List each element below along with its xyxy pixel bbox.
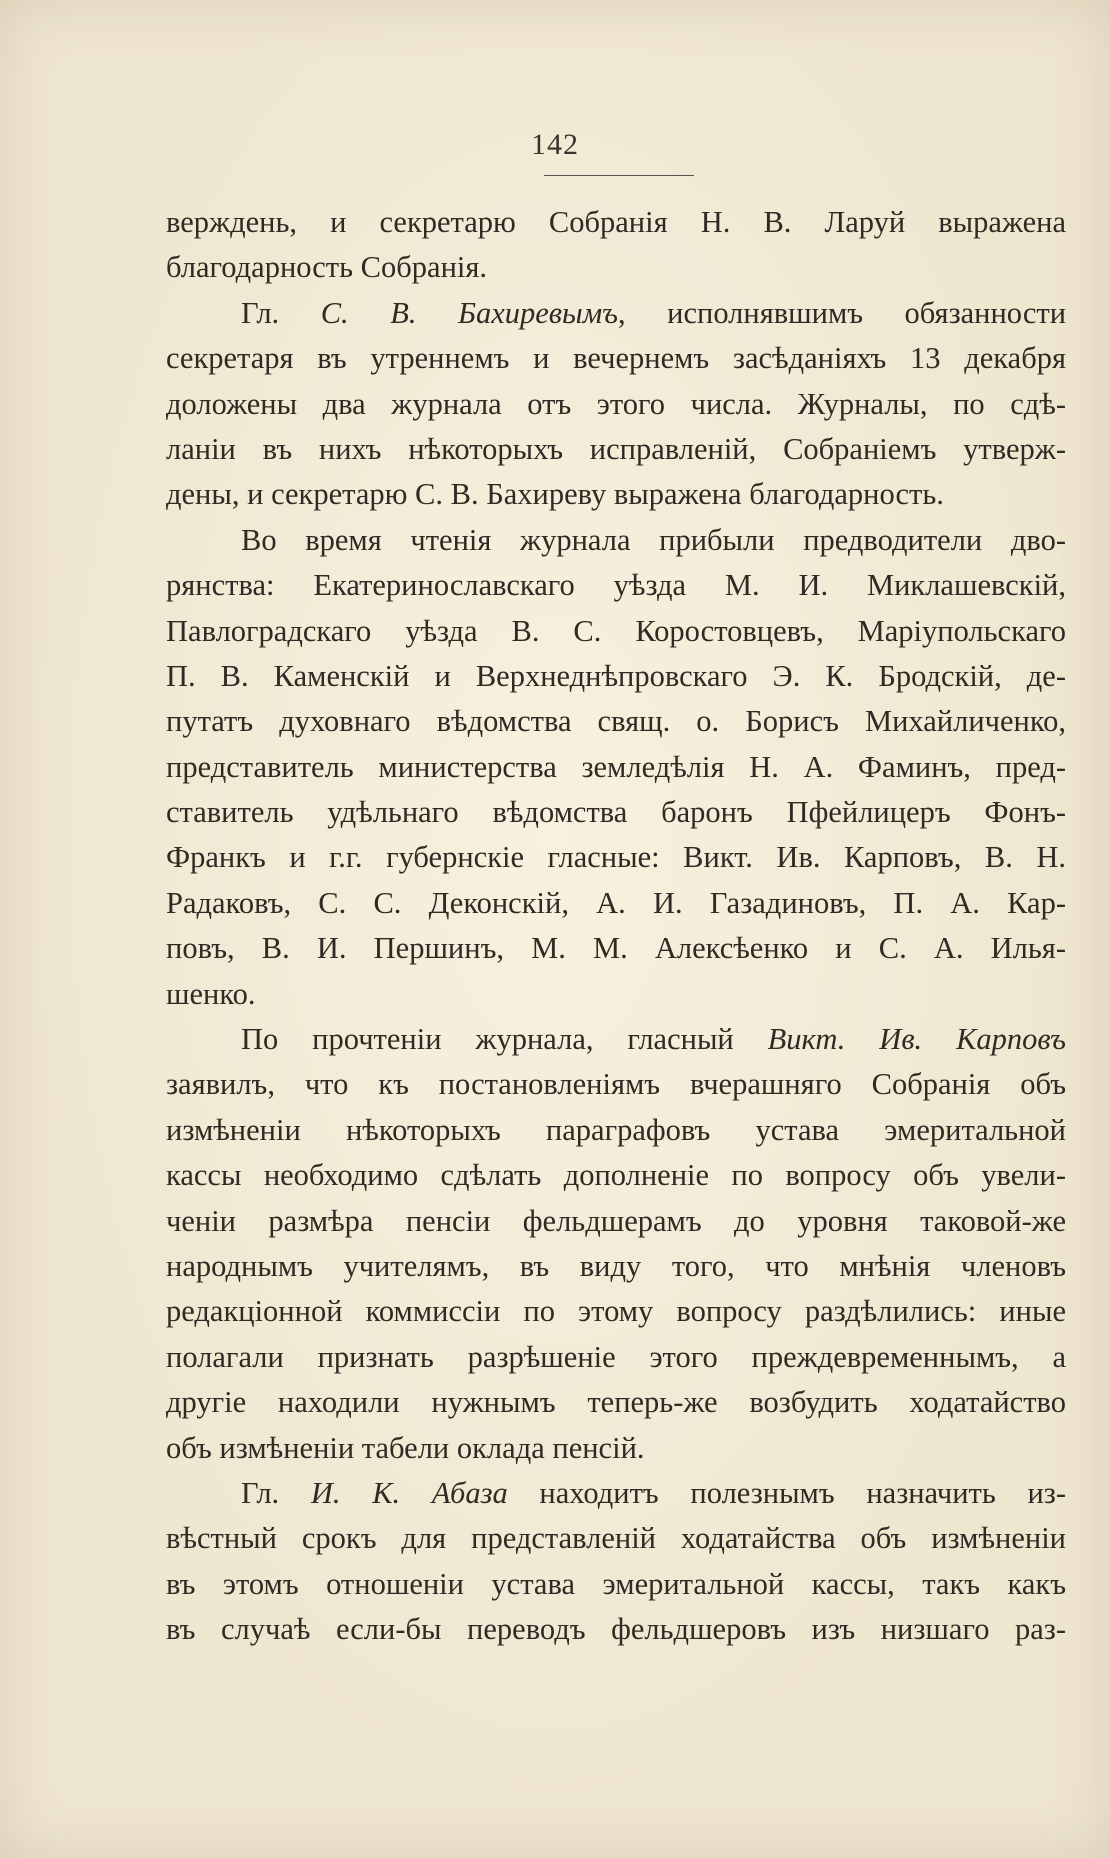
text-line bbox=[166, 291, 1066, 336]
text-line: въ этомъ отношеніи устава эмеритальной кассы, такъ какъ bbox=[166, 1566, 1066, 1601]
text-line bbox=[166, 1017, 1066, 1062]
body-text bbox=[166, 200, 1066, 1653]
text-line: другіе находили нужнымъ теперь-же возбудить ходатайство bbox=[166, 1385, 1066, 1420]
italic-name: И. К. Абаза bbox=[310, 1475, 508, 1510]
text-line: ченіи размѣра пенсіи фельдшерамъ до уровня таковой-же bbox=[166, 1203, 1066, 1238]
text-line: шенко. bbox=[166, 976, 256, 1011]
text-line: дены, и секретарю С. В. Бахиреву выражена благодарность. bbox=[166, 477, 944, 512]
text-line: повъ, В. И. Першинъ, М. М. Алексѣенко и С. А. Илья- bbox=[166, 931, 1066, 966]
text-line: П. В. Каменскій и Верхнеднѣпровскаго Э. К. Бродскій, де- bbox=[166, 658, 1066, 693]
text-part: Гл. bbox=[241, 1475, 311, 1510]
text-line: объ измѣненіи табели оклада пенсій. bbox=[166, 1430, 645, 1465]
text-part: находитъ полезнымъ назначить из- bbox=[507, 1475, 1067, 1510]
text-line: полагали признать разрѣшеніе этого преждевременнымъ, а bbox=[166, 1339, 1066, 1374]
text-line: представитель министерства земледѣлія Н. А. Фаминъ, пред- bbox=[166, 749, 1066, 784]
text-line: редакціонной коммиссіи по этому вопросу раздѣлились: иные bbox=[166, 1294, 1066, 1329]
text-line bbox=[166, 1471, 1066, 1516]
text-line: въ случаѣ если-бы переводъ фельдшеровъ изъ низшаго раз- bbox=[166, 1612, 1066, 1647]
text-line: народнымъ учителямъ, въ виду того, что мнѣнія членовъ bbox=[166, 1248, 1066, 1283]
italic-name: С. В. Бахиревымъ bbox=[320, 295, 618, 330]
text-line: вѣстный срокъ для представленій ходатайства объ измѣненіи bbox=[166, 1521, 1066, 1556]
text-line: ланіи въ нихъ нѣкоторыхъ исправленій, Собраніемъ утверж- bbox=[166, 431, 1066, 466]
text-line: доложены два журнала отъ этого числа. Журналы, по сдѣ- bbox=[166, 386, 1066, 421]
text-line: ставитель удѣльнаго вѣдомства баронъ Пфейлицеръ Фонъ- bbox=[166, 795, 1066, 830]
header-rule bbox=[544, 175, 694, 176]
text-line: благодарность Собранія. bbox=[166, 250, 488, 285]
text-line: Во время чтенія журнала прибыли предводители дво- bbox=[241, 522, 1066, 557]
text-line: верждень, и секретарю Собранія Н. В. Ларуй выражена bbox=[166, 205, 1066, 239]
text-line: заявилъ, что къ постановленіямъ вчерашняго Собранія объ bbox=[166, 1067, 1066, 1102]
text-part: Гл. bbox=[241, 295, 321, 330]
text-line: путатъ духовнаго вѣдомства свящ. о. Борисъ Михайличенко, bbox=[166, 704, 1066, 739]
text-line: Павлоградскаго уѣзда В. С. Коростовцевъ, Маріупольскаго bbox=[166, 613, 1066, 648]
text-line: Франкъ и г.г. губернскіе гласные: Викт. Ив. Карповъ, В. Н. bbox=[166, 840, 1066, 875]
text-line: секретаря въ утреннемъ и вечернемъ засѣданіяхъ 13 декабря bbox=[166, 341, 1066, 376]
text-line: рянства: Екатеринославскаго уѣзда М. И. Миклашевскій, bbox=[166, 568, 1066, 603]
italic-name: Викт. Ив. Карповъ bbox=[767, 1022, 1066, 1057]
text-part: По прочтеніи журнала, гласный bbox=[241, 1022, 768, 1057]
page-number: 142 bbox=[531, 128, 579, 161]
text-line: измѣненіи нѣкоторыхъ параграфовъ устава эмеритальной bbox=[166, 1112, 1066, 1147]
text-line: Радаковъ, С. С. Деконскій, А. И. Газадиновъ, П. А. Кар- bbox=[166, 885, 1066, 920]
text-line: кассы необходимо сдѣлать дополненіе по вопросу объ увели- bbox=[166, 1158, 1066, 1193]
text-part: , исполнявшимъ обязанности bbox=[618, 295, 1067, 330]
